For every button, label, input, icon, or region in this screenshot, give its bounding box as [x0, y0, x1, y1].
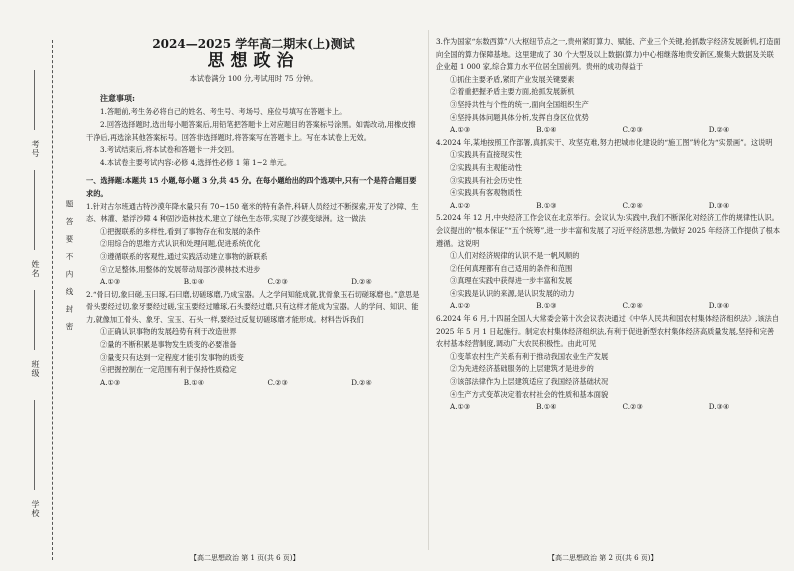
statement: ②用综合的思维方式认识和处理问题,促进系统优化	[100, 239, 261, 249]
statement: ②任何真理都有自己适用的条件和范围	[450, 263, 573, 273]
choice-d: D.③④	[708, 200, 730, 210]
choice-b: B.①④	[536, 402, 557, 412]
choice-a: A.①②	[450, 200, 471, 210]
statement: ①人们对经济规律的认识不是一帆风顺的	[450, 251, 580, 261]
note-item: 4.本试卷主要考试内容:必修 4,选择性必修 1 第 1~2 单元。	[100, 157, 292, 167]
statement: ④坚持具体问题具体分析,发挥自身区位优势	[450, 112, 589, 122]
binding-margin	[0, 0, 80, 571]
choice-b: B.①③	[536, 301, 557, 311]
name-line	[34, 170, 35, 250]
answer-choices	[436, 124, 781, 137]
statement: ①把握联系的多样性,看到了事物存在和发展的条件	[100, 226, 261, 236]
statement: ①变革农村生产关系有利于推动我国农业生产发展	[450, 351, 609, 361]
question-stem: 3.作为国家“东数西算”八大枢纽节点之一,贵州紧盯算力、赋能、产业三个关键,抢抓数字经济发展新机,打造面向全国的算力保障基地。这里建成了 30 个大型及以上数据(算力)中心相继落地贵安新区,聚集大数据及关联企业超 1 000 家,综合算力水平位居全国前列。贵州的成功得益于	[436, 37, 781, 72]
statement: ④实践是认识的来源,是认识发展的动力	[450, 288, 575, 298]
school-label: 学校	[31, 500, 40, 518]
statement: ③坚持共性与个性的统一,面向全国组织生产	[450, 99, 589, 109]
choice-a: A.①②	[450, 301, 471, 311]
statement: ③遵循联系的客观性,通过实践活动建立事物的新联系	[100, 251, 268, 261]
page-footer-left: 【高二思想政治 第 1 页(共 6 页)】	[190, 554, 300, 562]
question-stem: 4.2024 年,某地按照工作部署,真抓实干、攻坚克难,努力把城市化建设的“施工图”转化为“实景画”。这说明	[436, 137, 773, 147]
question-stem: 2.“骨曰切,象曰磋,玉曰琢,石曰磨,切磋琢磨,乃成宝器。人之学问知能成就,犹骨象玉石切磋琢磨也。”意思是骨头要经过切,象牙要经过磋,宝玉要经过雕琢,石头要经过磨,只有这样才能成为宝器。人的学问、知识、能力,就像加工骨头、象牙、宝玉、石头一样,要经过反复切磋琢磨才能形成。材料告诉我们	[86, 289, 420, 324]
choice-a: A.①③	[450, 125, 471, 135]
right-column	[436, 36, 781, 414]
choice-a: A.①③	[450, 402, 471, 412]
exam-info: 本试卷满分 100 分,考试用时 75 分钟。	[189, 74, 318, 84]
statement: ④立足整体,用整体的发展带动局部沙漠林技术进步	[100, 264, 261, 274]
choice-c: C.②③	[267, 377, 288, 387]
choice-b: B.①④	[183, 377, 205, 387]
notes-heading: 注意事项:	[100, 92, 135, 103]
note-item: 2.回答选择题时,选出每小题答案后,用铅笔把答题卡上对应题目的答案标号涂黑。如需改动,用橡皮擦干净后,再选涂其他答案标号。回答非选择题时,将答案写在答题卡上。写在本试卷上无效。	[86, 119, 416, 142]
statement: ③量变只有达到一定程度才能引发事物的质变	[100, 352, 244, 362]
school-line	[34, 400, 35, 490]
exam-title: 2024—2025 学年高二期末(上)测试	[152, 37, 355, 51]
choice-b: B.①④	[536, 125, 557, 135]
choice-c: C.②③	[622, 402, 643, 412]
choice-d: D.②④	[351, 377, 372, 387]
statement: ①实践具有直接现实性	[450, 150, 522, 160]
choice-a: A.①③	[100, 277, 121, 287]
no-answer-warning: 题答要不内线封密	[65, 200, 74, 340]
subject-title: 思想政治	[207, 50, 300, 71]
statement: ②为先进经济基础服务的上层建筑才是进步的	[450, 364, 594, 374]
answer-choices	[436, 200, 781, 213]
statement: ②实践具有主观能动性	[450, 162, 522, 172]
choice-b: B.①④	[183, 277, 205, 287]
question-4	[436, 137, 781, 213]
note-item: 1.答题前,考生务必将自己的姓名、考生号、考场号、座位号填写在答题卡上。	[100, 107, 347, 117]
question-stem: 1.针对古尔班通古特沙漠年降水量只有 70~150 毫米的特有条件,科研人员经过不断探索,开发了沙障、生态、林灌、悬浮沙障 4 种固沙造林技术,建立了绿色生态带,实现了沙漠变绿洲。这一做法	[86, 201, 419, 224]
page-footer-right: 【高二思想政治 第 2 页(共 6 页)】	[548, 554, 658, 562]
statement: ④生产方式变革决定着农村社会的性质和基本面貌	[450, 389, 609, 399]
choice-c: C.②④	[622, 200, 643, 210]
statement: ③实践具有社会历史性	[450, 175, 522, 185]
question-2	[86, 289, 421, 390]
choice-c: C.②③	[267, 277, 288, 287]
choice-d: D.③④	[708, 301, 730, 311]
statement: ①正确认识事物的发展趋势有利于改造世界	[100, 327, 237, 337]
choice-b: B.①③	[536, 200, 557, 210]
statement: ①抓住主要矛盾,紧盯产业发展关键要素	[450, 74, 575, 84]
class-line	[34, 290, 35, 350]
left-column	[86, 32, 421, 389]
choice-d: D.③④	[708, 402, 730, 412]
statement: ③真理在实践中获得进一步丰富和发展	[450, 276, 573, 286]
name-label: 姓名	[31, 260, 40, 278]
binding-dashed-line	[52, 40, 53, 560]
question-6	[436, 313, 781, 414]
statement: ④把握控制在一定范围有利于保持性质稳定	[100, 365, 237, 375]
exam-no-line	[34, 70, 35, 130]
answer-choices	[436, 300, 781, 313]
exam-no-label: 考号	[31, 140, 40, 158]
note-item: 3.考试结束后,将本试卷和答题卡一并交回。	[100, 145, 239, 155]
choice-c: C.②③	[622, 125, 643, 135]
choice-d: D.②④	[351, 277, 372, 287]
question-5	[436, 212, 781, 313]
answer-choices	[436, 401, 781, 414]
question-3	[436, 36, 781, 137]
question-1	[86, 201, 421, 289]
question-stem: 5.2024 年 12 月,中央经济工作会议在北京举行。会议认为:实践中,我们不断深化对经济工作的规律性认识。会议提出的“根本保证”“五个统筹”,进一步丰富和发展了习近平经济思想,为做好 2025 年经济工作提供了根本遵循。这说明	[436, 213, 781, 248]
answer-choices	[86, 276, 421, 289]
statement: ③该部法律作为上层建筑适应了我国经济基础状况	[450, 377, 609, 387]
choice-a: A.①③	[100, 377, 121, 387]
page-divider	[428, 30, 429, 550]
statement: ②量的不断积累是事物发生质变的必要准备	[100, 340, 237, 350]
choice-c: C.②④	[622, 301, 643, 311]
statement: ②着重把握矛盾主要方面,抢抓发展新机	[450, 87, 575, 97]
section-heading: 一、选择题:本题共 15 小题,每小题 3 分,共 45 分。在每小题给出的四个选项中,只有一个是符合题目要求的。	[86, 176, 417, 198]
statement: ④实践具有客观物质性	[450, 188, 522, 198]
answer-choices	[86, 377, 421, 390]
question-stem: 6.2024 年 6 月,十四届全国人大常委会第十次会议表决通过《中华人民共和国农村集体经济组织法》,该法自 2025 年 5 月 1 日起施行。制定农村集体经济组织法,有利于促进新型农村集体经济高质量发展,坚持和完善农村基本经营制度,调动广大农民积极性。由此可见	[436, 314, 780, 349]
class-label: 班级	[31, 360, 40, 378]
choice-d: D.②④	[708, 125, 730, 135]
